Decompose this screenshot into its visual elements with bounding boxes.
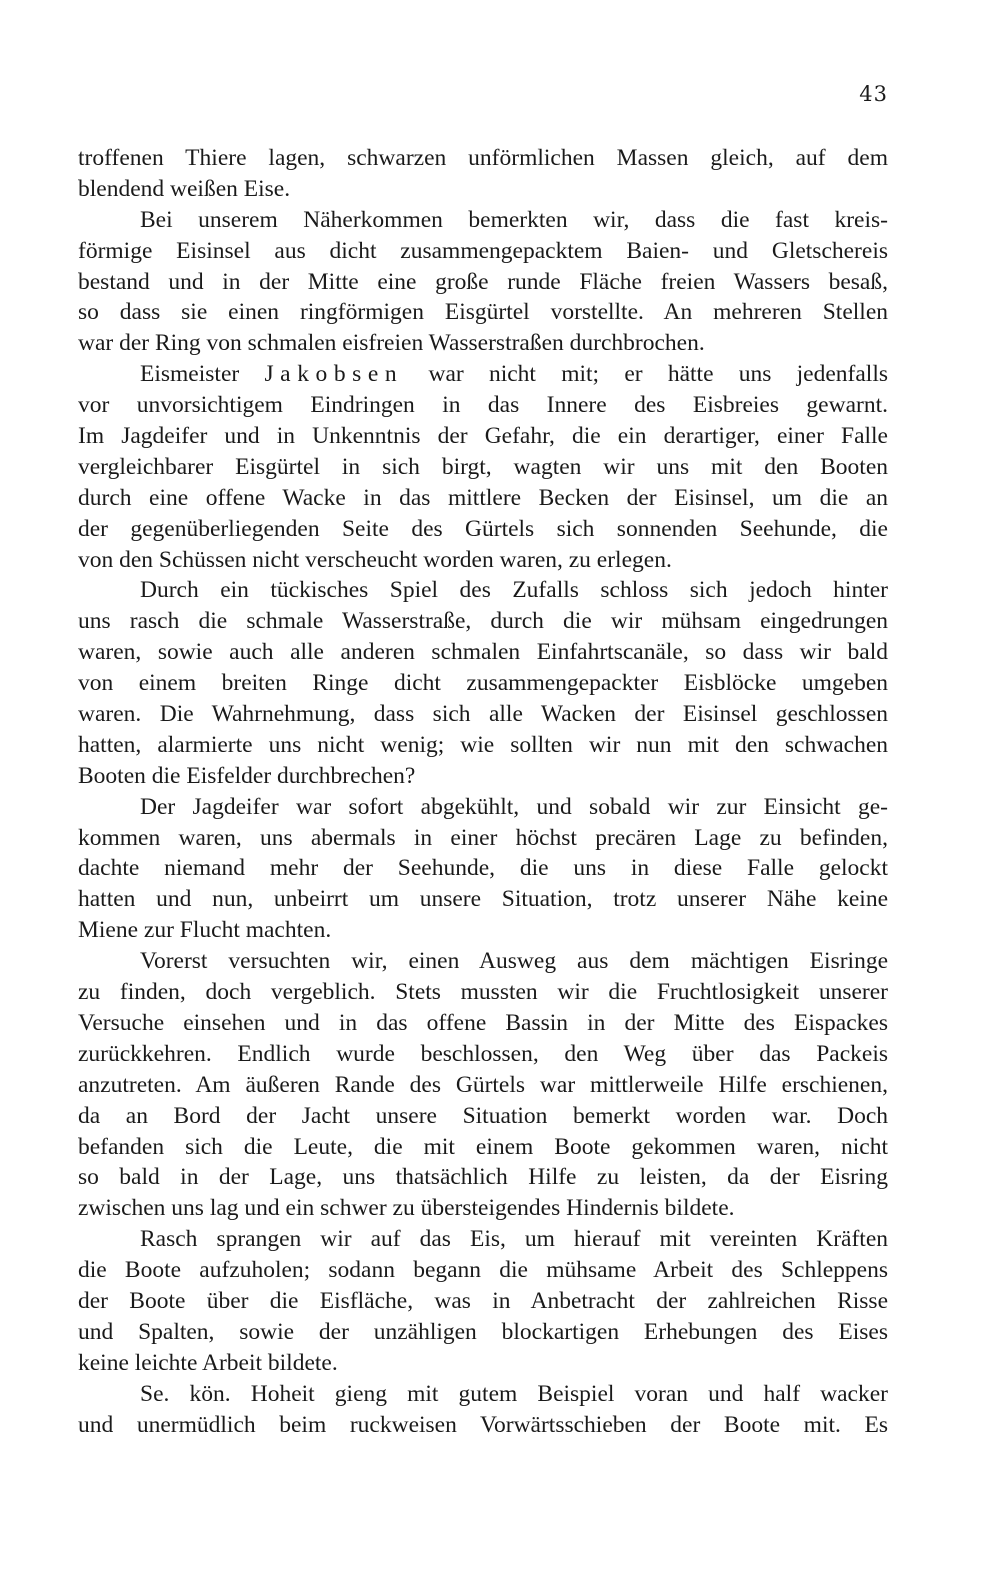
- text-line: da an Bord der Jacht unsere Situation bemerkt worden war. Doch: [78, 1102, 888, 1129]
- text-line: dachte niemand mehr der Seehunde, die uns in diese Falle gelockt: [78, 855, 888, 882]
- name-letterspaced: Jakobsen: [264, 361, 404, 388]
- text-line: Booten die Eisfelder durchbrechen?: [78, 762, 416, 789]
- text-line: waren, sowie auch alle anderen schmalen Einfahrtscanäle, so dass wir bald: [78, 639, 888, 666]
- text-line: zu finden, doch vergeblich. Stets mussten wir die Fruchtlosigkeit unserer: [78, 979, 888, 1006]
- text-line: die Boote aufzuholen; sodann begann die mühsame Arbeit des Schleppens: [78, 1257, 888, 1284]
- text-line: Versuche einsehen und in das offene Bassin in der Mitte des Eispackes: [78, 1009, 888, 1036]
- text-line: Durch ein tückisches Spiel des Zufalls schloss sich jedoch hinter: [140, 577, 888, 604]
- text-line: zurückkehren. Endlich wurde beschlossen, den Weg über das Packeis: [78, 1040, 888, 1067]
- text-line: von einem breiten Ringe dicht zusammengepackter Eisblöcke umgeben: [78, 670, 888, 697]
- text-line: der gegenüberliegenden Seite des Gürtels sich sonnenden Seehunde, die: [78, 515, 888, 542]
- text-line: förmige Eisinsel aus dicht zusammengepacktem Baien- und Gletschereis: [78, 237, 888, 264]
- text-line: und Spalten, sowie der unzähligen blockartigen Erhebungen des Eises: [78, 1318, 888, 1345]
- text-line: befanden sich die Leute, die mit einem Boote gekommen waren, nicht: [78, 1133, 888, 1160]
- text-line: durch eine offene Wacke in das mittlere Becken der Eisinsel, um die an: [78, 484, 888, 511]
- page-number: 43: [859, 82, 888, 106]
- text-line: uns rasch die schmale Wasserstraße, durch die wir mühsam eingedrungen: [78, 608, 888, 635]
- text-line: kommen waren, uns abermals in einer höchst precären Lage zu befinden,: [78, 824, 888, 851]
- text-line: Im Jagdeifer und in Unkenntnis der Gefahr, die ein derartiger, einer Falle: [78, 423, 888, 450]
- text-line: keine leichte Arbeit bildete.: [78, 1349, 338, 1376]
- text-line: troffenen Thiere lagen, schwarzen unförmlichen Massen gleich, auf dem: [78, 145, 888, 171]
- text-line: von den Schüssen nicht verscheucht worden waren, zu erlegen.: [78, 546, 672, 573]
- text-line: vergleichbarer Eisgürtel in sich birgt, wagten wir uns mit den Booten: [78, 453, 888, 480]
- text-line: der Boote über die Eisfläche, was in Anbetracht der zahlreichen Risse: [78, 1287, 888, 1314]
- text-line: Vorerst versuchten wir, einen Ausweg aus dem mächtigen Eisringe: [140, 948, 888, 975]
- text-line: hatten und nun, unbeirrt um unsere Situation, trotz unserer Nähe keine: [78, 886, 888, 913]
- text-line: blendend weißen Eise.: [78, 175, 291, 202]
- text-line: so dass sie einen ringförmigen Eisgürtel vorstellte. An mehreren Stellen: [78, 299, 888, 326]
- text-segment: war nicht mit; er hätte uns jedenfalls: [403, 361, 888, 388]
- text-line: zwischen uns lag und ein schwer zu übersteigendes Hindernis bildete.: [78, 1195, 735, 1222]
- text-line: hatten, alarmierte uns nicht wenig; wie sollten wir nun mit den schwachen: [78, 731, 888, 758]
- text-line: Der Jagdeifer war sofort abgekühlt, und sobald wir zur Einsicht ge-: [140, 793, 888, 820]
- text-line: Se. kön. Hoheit gieng mit gutem Beispiel voran und half wacker: [140, 1380, 888, 1407]
- text-line: waren. Die Wahrnehmung, dass sich alle Wacken der Eisinsel geschlossen: [78, 701, 888, 728]
- body-text: [78, 143, 888, 1440]
- text-line: vor unvorsichtigem Eindringen in das Innere des Eisbreies gewarnt.: [78, 392, 888, 419]
- text-line: und unermüdlich beim ruckweisen Vorwärtsschieben der Boote mit. Es: [78, 1411, 888, 1438]
- text-line: war der Ring von schmalen eisfreien Wasserstraßen durchbrochen.: [78, 330, 705, 357]
- text-line: [78, 359, 888, 390]
- text-line: so bald in der Lage, uns thatsächlich Hilfe zu leisten, da der Eisring: [78, 1164, 888, 1191]
- text-line: Bei unserem Näherkommen bemerkten wir, dass die fast kreis-: [140, 206, 888, 233]
- text-segment: Eismeister: [140, 361, 265, 388]
- text-line: anzutreten. Am äußeren Rande des Gürtels war mittlerweile Hilfe erschienen,: [78, 1071, 888, 1098]
- text-line: Rasch sprangen wir auf das Eis, um hierauf mit vereinten Kräften: [140, 1226, 888, 1253]
- text-line: Miene zur Flucht machten.: [78, 917, 332, 944]
- text-line: bestand und in der Mitte eine große runde Fläche freien Wassers besaß,: [78, 268, 888, 295]
